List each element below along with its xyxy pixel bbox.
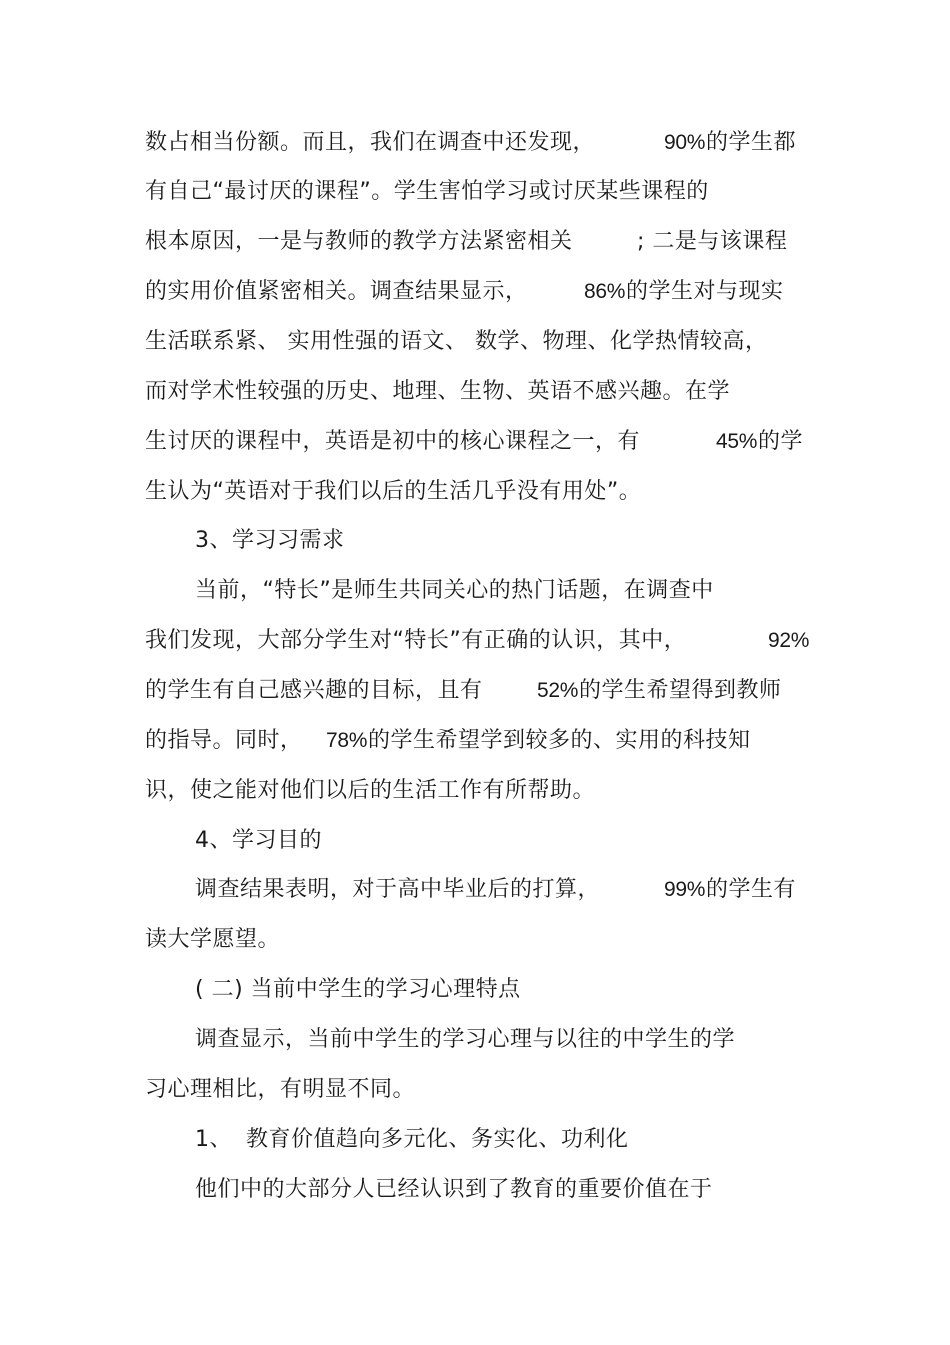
text-line: 识，使之能对他们以后的生活工作有所帮助。	[145, 778, 596, 803]
text-line: 的学	[758, 429, 804, 454]
text-line: 的学生对与现实	[626, 279, 784, 304]
percentage-value: 99%	[664, 878, 706, 901]
percentage-value: 45%	[716, 430, 758, 453]
text-line: 他们中的大部分人已经认识到了教育的重要价值在于	[195, 1177, 713, 1202]
section-heading-number: 1、	[195, 1127, 232, 1152]
percentage-value: 86%	[584, 280, 626, 303]
percentage-value: 92%	[768, 629, 810, 652]
section-heading: ( 二) 当前中学生的学习心理特点	[195, 977, 521, 1002]
text-line: 而对学术性较强的历史、地理、生物、英语不感兴趣。在学	[145, 379, 731, 404]
section-heading: 4、学习目的	[195, 828, 322, 853]
text-line: 调查显示，当前中学生的学习心理与以往的中学生的学	[195, 1027, 736, 1052]
text-line: 生活联系紧、 实用性强的语文、 数学、物理、化学热情较高，	[145, 329, 768, 354]
text-line: 当前，“特长”是师生共同关心的热门话题，在调查中	[195, 578, 714, 603]
text-line: 根本原因，一是与教师的教学方法紧密相关	[145, 229, 573, 254]
section-heading: 3、学习习需求	[195, 528, 345, 553]
text-line: 习心理相比，有明显不同。	[145, 1077, 416, 1102]
text-line: 生讨厌的课程中，英语是初中的核心课程之一，有	[145, 429, 641, 454]
percentage-value: 52%	[537, 679, 579, 702]
text-line: ; 二是与该课程	[637, 229, 788, 254]
text-line: 的实用价值紧密相关。调查结果显示，	[145, 279, 528, 304]
text-line: 的学生有	[706, 877, 797, 902]
text-line: 有自己“最讨厌的课程”。学生害怕学习或讨厌某些课程的	[145, 179, 709, 204]
percentage-value: 90%	[664, 131, 706, 154]
text-line: 的学生希望学到较多的、实用的科技知	[368, 728, 751, 753]
text-line: 的学生都	[706, 130, 797, 155]
text-line: 的学生希望得到教师	[579, 678, 782, 703]
text-line: 我们发现，大部分学生对“特长”有正确的认识，其中，	[145, 628, 687, 653]
text-line: 的学生有自己感兴趣的目标，且有	[145, 678, 483, 703]
text-line: 读大学愿望。	[145, 927, 281, 952]
text-line: 数占相当份额。而且，我们在调查中还发现，	[145, 130, 596, 155]
text-line: 的指导。同时，	[145, 728, 303, 753]
text-line: 生认为“英语对于我们以后的生活几乎没有用处”。	[145, 479, 642, 504]
text-line: 调查结果表明，对于高中毕业后的打算，	[195, 877, 601, 902]
section-heading: 教育价值趋向多元化、务实化、功利化	[246, 1127, 629, 1152]
percentage-value: 78%	[326, 729, 368, 752]
